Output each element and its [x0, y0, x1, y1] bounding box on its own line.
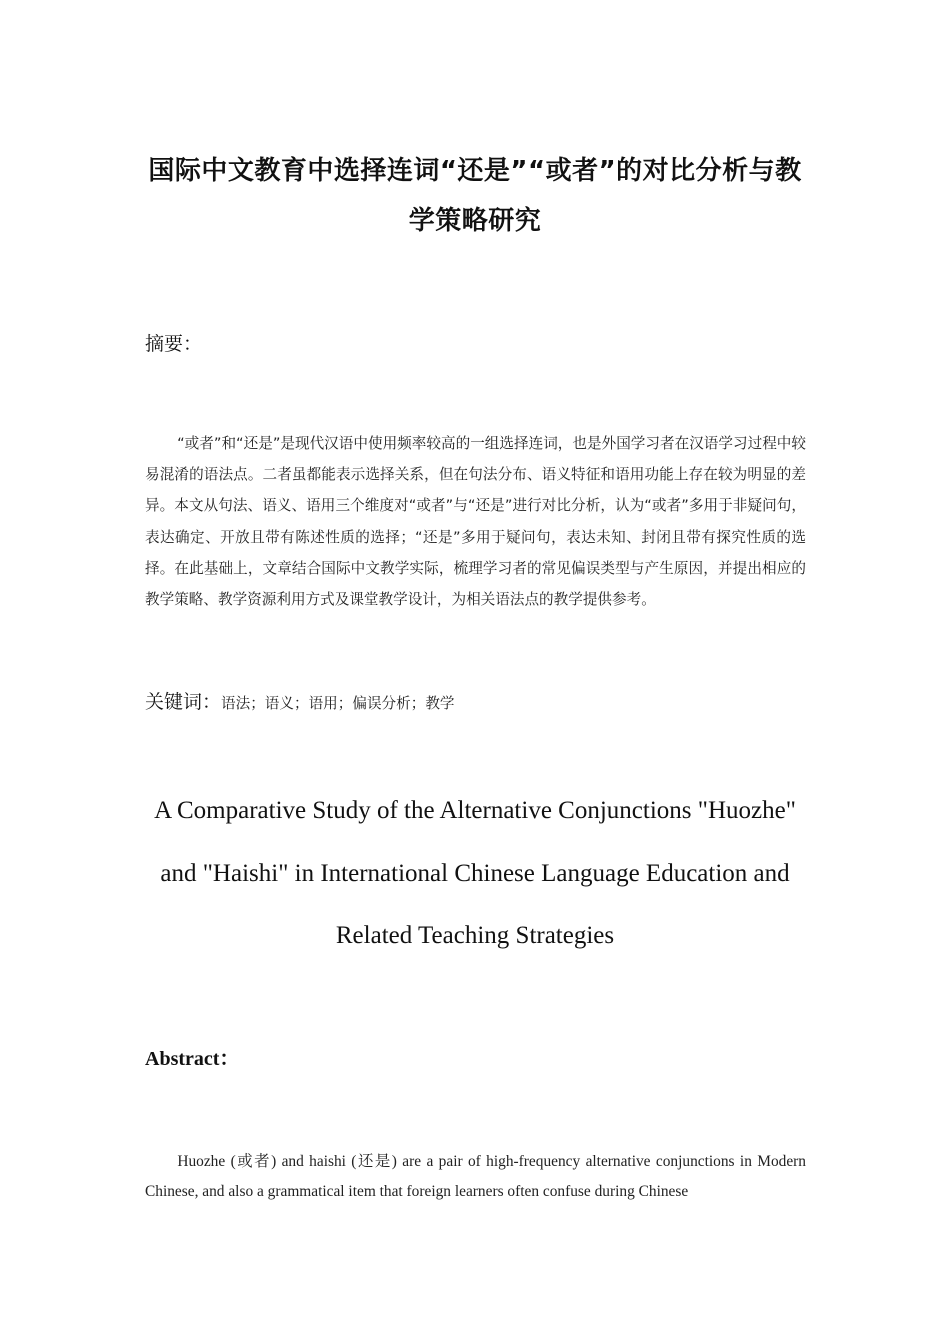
english-abstract-heading: Abstract：: [145, 1048, 240, 1070]
chinese-abstract-heading: 摘要：: [145, 333, 203, 355]
keywords-label: 关键词：: [145, 691, 222, 713]
chinese-abstract-body: “或者”和“还是”是现代汉语中使用频率较高的一组选择连词，也是外国学习者在汉语学习过程中较易混淆的语法点。二者虽都能表示选择关系，但在句法分布、语义特征和语用功能上存在较为明显的差异。本文从句法、语义、语用三个维度对“或者”与“还是”进行对比分析，认为“或者”多用于非疑问句，表达确定、开放且带有陈述性质的选择；“还是”多用于疑问句，表达未知、封闭且带有探究性质的选择。在此基础上，文章结合国际中文教学实际，梳理学习者的常见偏误类型与产生原因，并提出相应的教学策略、教学资源利用方式及课堂教学设计，为相关语法点的教学提供参考。: [145, 435, 806, 609]
english-title: A Comparative Study of the Alternative Conjunctions "Huozhe" and "Haishi" in International Chinese Language Education and Related Teaching Strategies: [154, 797, 796, 949]
chinese-title: 国际中文教育中选择连词“还是”“或者”的对比分析与教学策略研究: [148, 156, 802, 236]
english-abstract-body: Huozhe (或者) and haishi (还是) are a pair of high-frequency alternative conjunctions in Modern Chinese, and also a grammatical item that foreign learners often confuse during Chinese: [145, 1153, 806, 1200]
keywords-text: 语法；语义；语用；偏误分析；教学: [221, 695, 455, 712]
chinese-keywords: [145, 688, 806, 718]
